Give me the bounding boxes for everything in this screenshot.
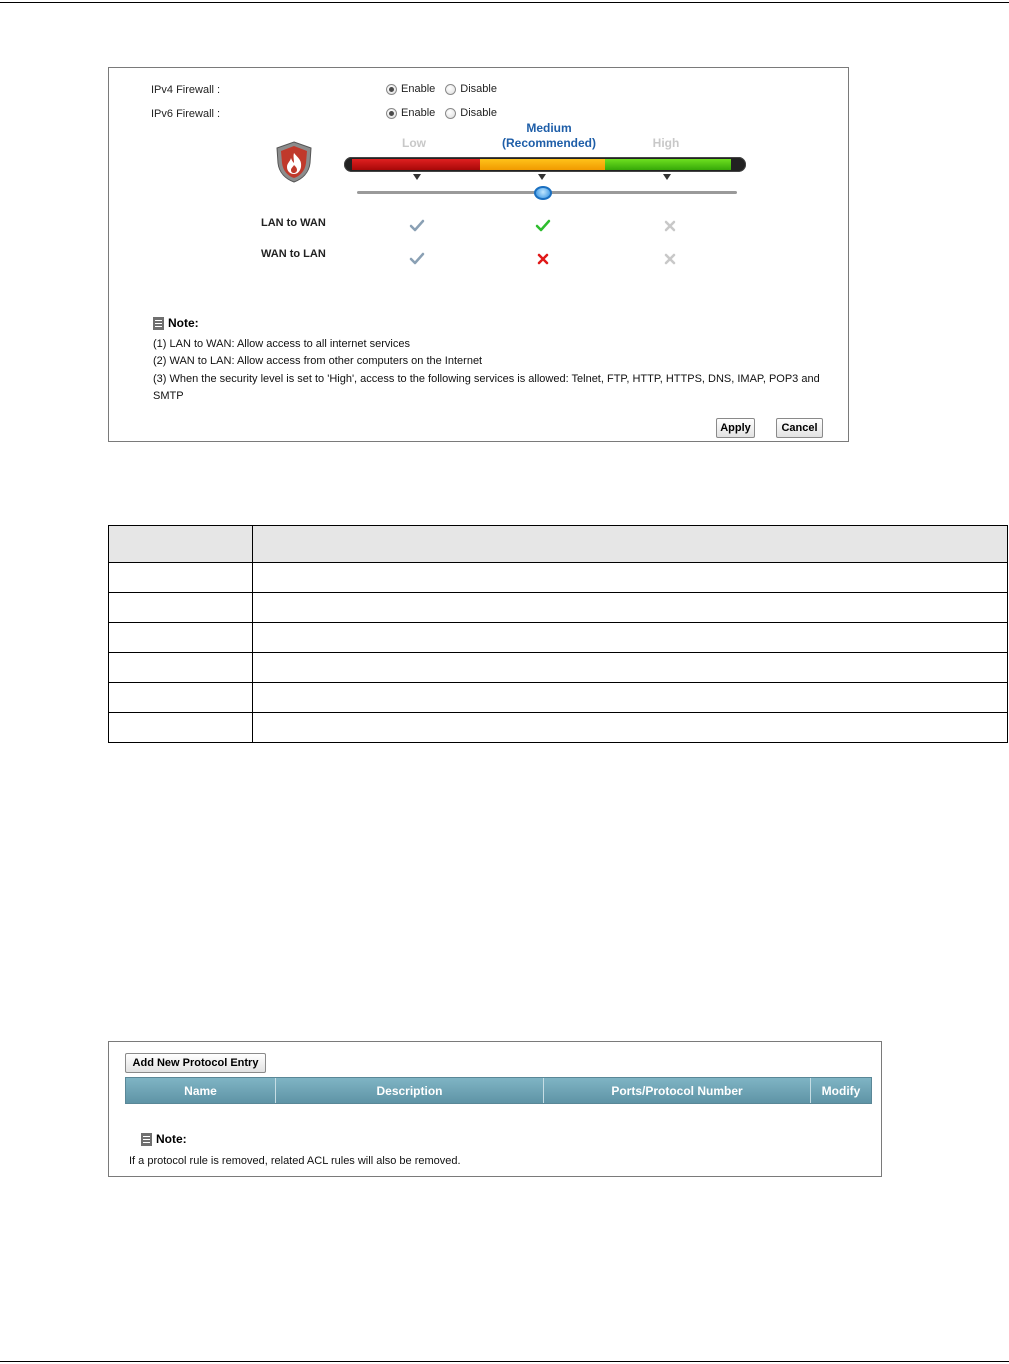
ipv4-enable-label: Enable <box>401 83 436 95</box>
level-high-label[interactable]: High <box>652 136 680 150</box>
protocol-note-text: If a protocol rule is removed, related ACL rules will also be removed. <box>129 1155 461 1167</box>
table-row <box>109 713 1008 743</box>
level-medium-tick-icon <box>538 174 546 180</box>
protocol-note-label: Note: <box>156 1132 187 1146</box>
level-low-label[interactable]: Low <box>402 136 426 150</box>
ipv4-disable-label: Disable <box>460 83 497 95</box>
firewall-note-label: Note: <box>168 316 199 330</box>
firewall-note-line-3: (3) When the security level is set to 'High', access to the following services is allowed: Telnet, FTP, HTTP, HTTPS, DNS, IMAP, POP3 and SMTP <box>153 373 820 402</box>
ipv4-firewall-label: IPv4 Firewall : <box>151 84 221 96</box>
ipv6-enable-label: Enable <box>401 107 436 119</box>
level-high-tick-icon <box>663 174 671 180</box>
ipv6-firewall-radio-group <box>386 107 507 119</box>
firewall-note-line-2: (2) WAN to LAN: Allow access from other computers on the Internet <box>153 355 483 367</box>
table-cell <box>253 593 1008 623</box>
table-cell <box>253 683 1008 713</box>
add-new-protocol-entry-button[interactable]: Add New Protocol Entry <box>125 1053 266 1073</box>
ipv6-disable-label: Disable <box>460 107 497 119</box>
field-description-table <box>108 525 1008 743</box>
column-header-ports-protocol-number: Ports/Protocol Number <box>544 1078 811 1103</box>
table-cell <box>109 623 253 653</box>
page-bottom-rule <box>0 1361 1009 1362</box>
firewall-note-title <box>153 316 199 330</box>
cancel-button[interactable]: Cancel <box>776 418 823 438</box>
table-cell <box>253 563 1008 593</box>
lan-to-wan-low-check-icon <box>409 218 425 234</box>
table-row <box>109 563 1008 593</box>
firewall-shield-icon <box>275 141 313 183</box>
protocol-panel <box>108 1041 882 1177</box>
level-bar-high-segment <box>605 159 731 170</box>
table-header-cell <box>109 526 253 563</box>
table-header-row <box>109 526 1008 563</box>
table-row <box>109 653 1008 683</box>
lan-to-wan-medium-check-icon <box>535 218 551 234</box>
ipv4-firewall-radio-group <box>386 83 507 95</box>
firewall-note-line-1: (1) LAN to WAN: Allow access to all internet services <box>153 338 410 350</box>
protocol-note-title <box>141 1132 187 1146</box>
lan-to-wan-high-cross-icon <box>662 218 678 234</box>
column-header-modify: Modify <box>821 1083 861 1098</box>
security-level-slider-handle[interactable] <box>534 186 552 200</box>
level-bar-low-segment <box>352 159 480 170</box>
note-document-icon <box>141 1133 152 1146</box>
wan-to-lan-medium-cross-icon <box>535 251 551 267</box>
level-medium-title: Medium <box>526 121 572 135</box>
lan-to-wan-label: LAN to WAN <box>261 217 326 229</box>
apply-button[interactable]: Apply <box>716 418 755 438</box>
firewall-panel <box>108 67 849 442</box>
table-row <box>109 593 1008 623</box>
table-cell <box>109 593 253 623</box>
ipv6-enable-radio[interactable] <box>386 108 397 119</box>
ipv6-disable-radio[interactable] <box>445 108 456 119</box>
column-header-description: Description <box>276 1078 544 1103</box>
wan-to-lan-high-cross-icon <box>662 251 678 267</box>
table-cell <box>253 713 1008 743</box>
table-cell <box>109 713 253 743</box>
table-cell <box>109 683 253 713</box>
table-cell <box>253 653 1008 683</box>
table-cell <box>109 563 253 593</box>
column-header-name: Name <box>126 1078 276 1103</box>
ipv4-disable-radio[interactable] <box>445 84 456 95</box>
page-top-rule <box>0 2 1009 3</box>
protocol-table-header <box>125 1077 872 1104</box>
wan-to-lan-label: WAN to LAN <box>261 248 326 260</box>
table-row <box>109 623 1008 653</box>
note-document-icon <box>153 317 164 330</box>
wan-to-lan-low-check-icon <box>409 251 425 267</box>
level-medium-recommended: (Recommended) <box>501 136 596 150</box>
table-row <box>109 683 1008 713</box>
security-level-bar <box>344 157 746 172</box>
table-cell <box>253 623 1008 653</box>
level-low-tick-icon <box>413 174 421 180</box>
level-medium-label[interactable] <box>489 121 609 151</box>
level-bar-medium-segment <box>480 159 605 170</box>
ipv6-firewall-label: IPv6 Firewall : <box>151 108 221 120</box>
ipv4-enable-radio[interactable] <box>386 84 397 95</box>
table-header-cell <box>253 526 1008 563</box>
table-cell <box>109 653 253 683</box>
